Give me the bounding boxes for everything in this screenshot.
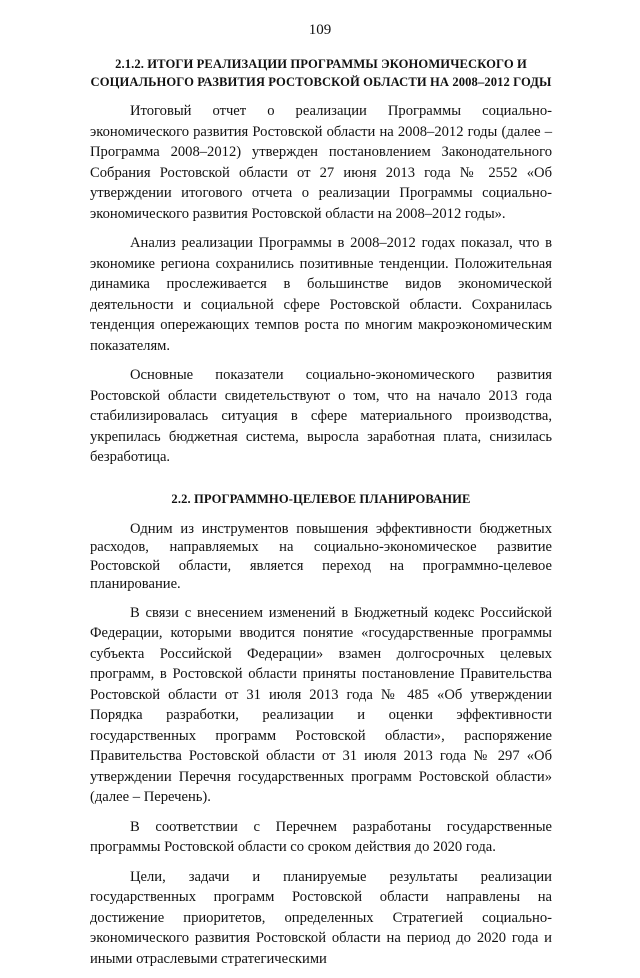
paragraph: Одним из инструментов повышения эффективности бюджетных расходов, направляемых на социально-экономическое развитие Ростовской области, является переход на программно-целевое планирование. bbox=[90, 520, 552, 592]
section-heading-line-2: СОЦИАЛЬНОГО РАЗВИТИЯ РОСТОВСКОЙ ОБЛАСТИ НА 2008–2012 ГОДЫ bbox=[90, 75, 552, 89]
paragraph: Основные показатели социально-экономического развития Ростовской области свидетельствуют о том, что на начало 2013 года стабилизировалась ситуация в сфере материального производства, укрепилась бюджетная система, выросла заработная плата, снизилась безработица. bbox=[90, 367, 552, 465]
paragraph: В соответствии с Перечнем разработаны государственные программы Ростовской области со сроком действия до 2020 года. bbox=[90, 818, 552, 855]
paragraph: В связи с внесением изменений в Бюджетный кодекс Российской Федерации, которыми вводится понятие «государственные программы субъекта Российской Федерации» взамен долгосрочных целевых программ, в Ростовской области приняты постановление Правительства Ростовской области от 31 июля 2013 года № 485 «Об утверждении Порядка разработки, реализации и оценки эффективности государственных программ Ростовской области», распоряжение Правительства Ростовской области от 31 июля 2013 года № 297 «Об утверждении Перечня государственных программ Ростовской области» (далее – Перечень). bbox=[90, 604, 552, 805]
page-number: 109 bbox=[308, 22, 332, 38]
section-heading-2-2: 2.2. ПРОГРАММНО-ЦЕЛЕВОЕ ПЛАНИРОВАНИЕ bbox=[171, 491, 471, 506]
paragraph: Анализ реализации Программы в 2008–2012 годах показал, что в экономике региона сохранились позитивные тенденции. Положительная динамика прослеживается в большинстве видов экономической деятельности и социальной сфере Ростовской области. Сохранилась тенденция опережающих темпов роста по многим макроэкономическим показателям. bbox=[90, 235, 552, 354]
page-content bbox=[90, 55, 552, 978]
section-heading-2-1-2 bbox=[90, 55, 552, 91]
paragraph: Цели, задачи и планируемые результаты реализации государственных программ Ростовской области направлены на достижение приоритетов, определенных Стратегией социально-экономического развития Ростовской области на период до 2020 года и иными отраслевыми стратегическими bbox=[90, 868, 552, 967]
paragraph: Итоговый отчет о реализации Программы социально-экономического развития Ростовской области на 2008–2012 годы (далее – Программа 2008–2012) утвержден постановлением Законодательного Собрания Ростовской области от 27 июня 2013 года № 2552 «Об утверждении итогового отчета о реализации Программы социально-экономического развития Ростовской области на 2008–2012 годы». bbox=[90, 103, 552, 222]
section-heading-line-1: 2.1.2. ИТОГИ РЕАЛИЗАЦИИ ПРОГРАММЫ ЭКОНОМИЧЕСКОГО И bbox=[115, 57, 527, 71]
